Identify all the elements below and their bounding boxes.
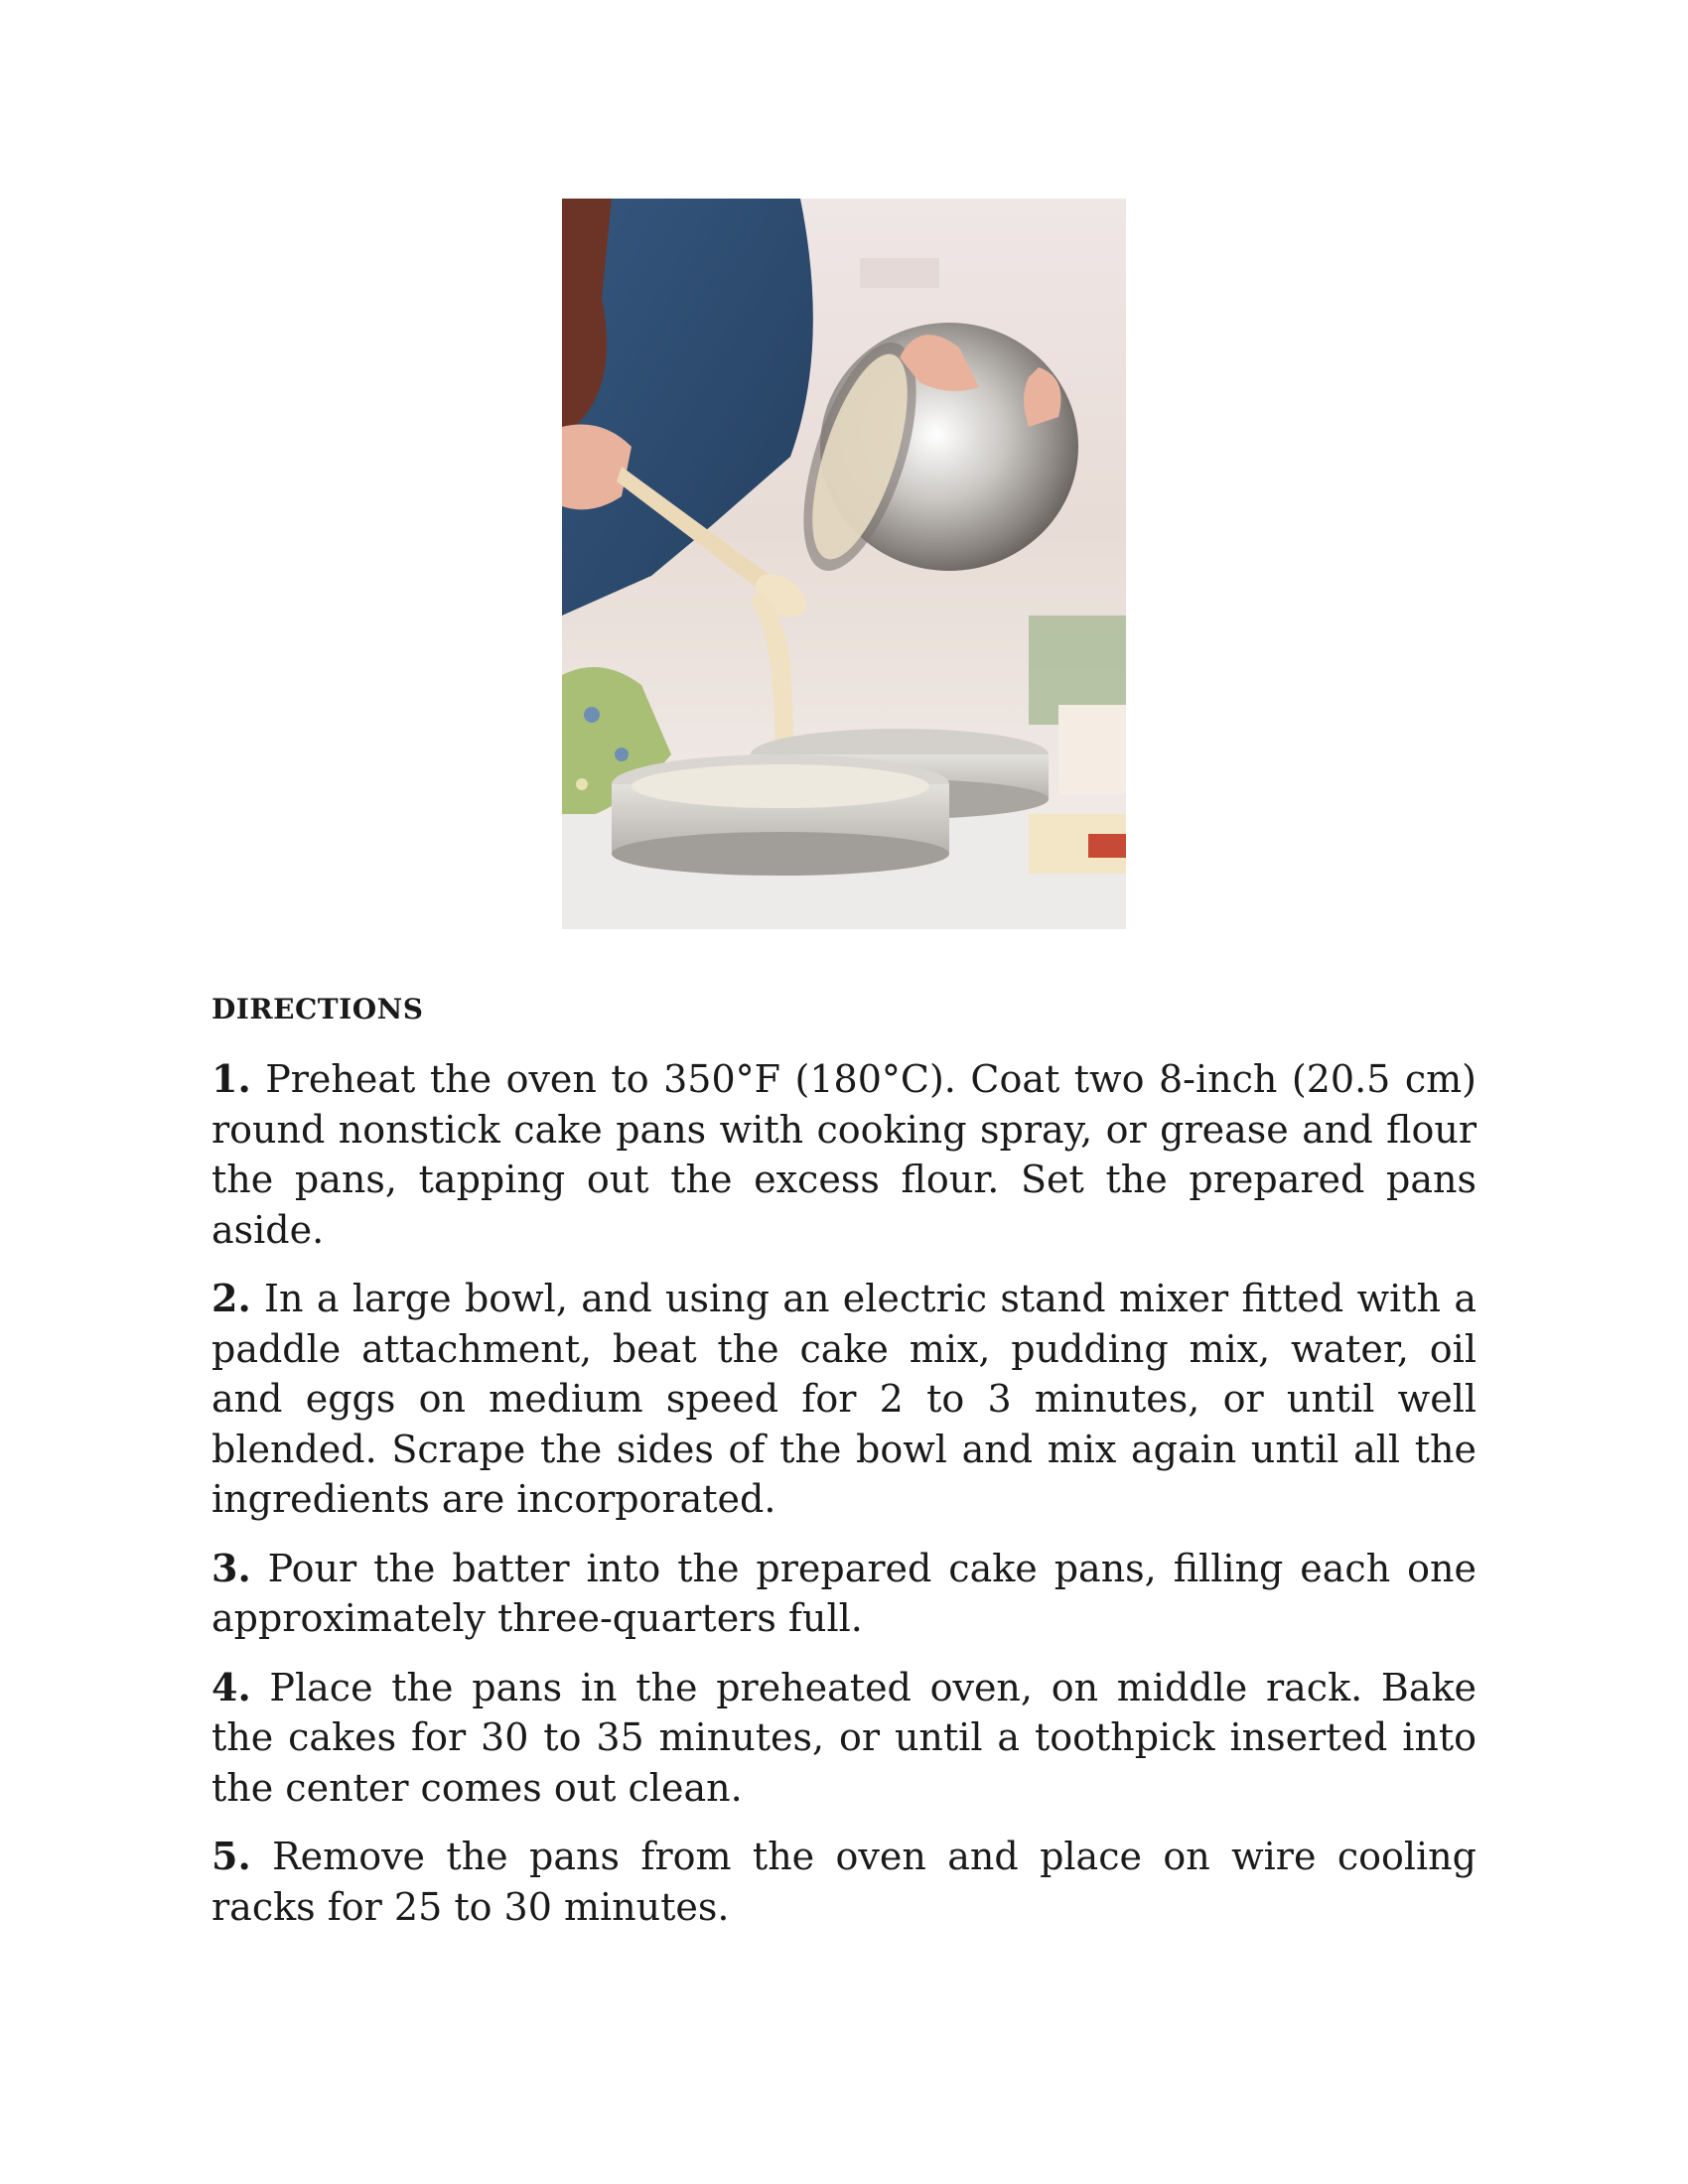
step-number: 1. <box>211 1056 251 1101</box>
step-1 <box>211 1054 1477 1255</box>
step-text: Place the pans in the preheated oven, on middle rack. Bake the cakes for 30 to 35 minutes, or until a toothpick inserted into the center comes out clean. <box>211 1665 1477 1810</box>
step-number: 5. <box>211 1834 251 1878</box>
step-text: In a large bowl, and using an electric stand mixer fitted with a paddle attachment, beat the cake mix, pudding mix, water, oil and eggs on medium speed for 2 to 3 minutes, or until well blended. Scrape the sides of the bowl and mix again until all the ingredients are incorporated. <box>211 1277 1477 1521</box>
step-text: Pour the batter into the prepared cake pans, filling each one approximately three-quarters full. <box>211 1546 1477 1640</box>
step-text: Remove the pans from the oven and place on wire cooling racks for 25 to 30 minutes. <box>211 1835 1477 1929</box>
directions-list <box>211 1054 1477 1951</box>
step-number: 2. <box>211 1276 251 1320</box>
batter-pouring-photo <box>562 199 1126 929</box>
step-4 <box>211 1663 1477 1814</box>
step-3 <box>211 1544 1477 1644</box>
step-2 <box>211 1274 1477 1525</box>
directions-heading: DIRECTIONS <box>211 993 424 1025</box>
step-number: 3. <box>211 1545 251 1590</box>
baking-photo-icon <box>562 199 1126 929</box>
step-5 <box>211 1832 1477 1932</box>
step-number: 4. <box>211 1664 251 1709</box>
step-text: Preheat the oven to 350°F (180°C). Coat two 8-inch (20.5 cm) round nonstick cake pans with cooking spray, or grease and flour the pans, tapping out the excess flour. Set the prepared pans aside. <box>211 1057 1477 1252</box>
